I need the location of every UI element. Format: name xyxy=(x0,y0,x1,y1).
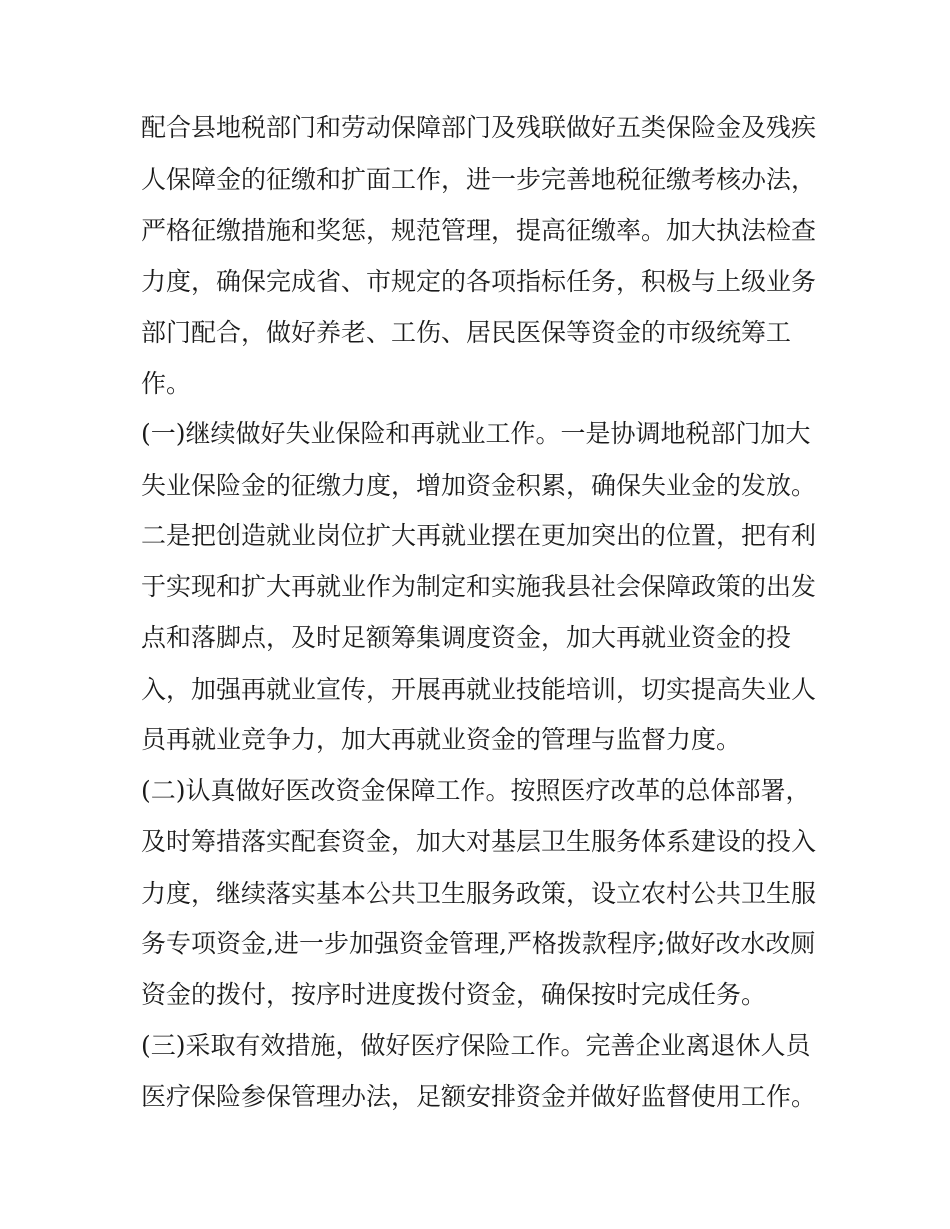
section-heading-line: (一)继续做好失业保险和再就业工作。一是协调地税部门加大 xyxy=(141,419,811,448)
text-line: 于实现和扩大再就业作为制定和实施我县社会保障政策的出发 xyxy=(141,572,817,601)
text-line: 力度，确保完成省、市规定的各项指标任务，积极与上级业务 xyxy=(141,267,817,296)
section-heading-line: (二)认真做好医改资金保障工作。按照医疗改革的总体部署， xyxy=(141,776,811,805)
text-line: 失业保险金的征缴力度，增加资金积累，确保失业金的发放。 xyxy=(141,471,817,500)
text-line: 力度，继续落实基本公共卫生服务政策，设立农村公共卫生服 xyxy=(141,879,817,908)
text-line: 入，加强再就业宣传，开展再就业技能培训，切实提高失业人 xyxy=(141,675,817,704)
text-line: 配合县地税部门和劳动保障部门及残联做好五类保险金及残疾 xyxy=(141,113,817,142)
text-line: 及时筹措落实配套资金，加大对基层卫生服务体系建设的投入 xyxy=(141,827,817,856)
text-line: 二是把创造就业岗位扩大再就业摆在更加突出的位置，把有利 xyxy=(141,521,817,550)
text-line: 作。 xyxy=(141,369,192,398)
text-line: 点和落脚点，及时足额筹集调度资金，加大再就业资金的投 xyxy=(141,623,792,652)
text-line: 资金的拨付，按序时进度拨付资金，确保按时完成任务。 xyxy=(141,980,767,1009)
text-line: 严格征缴措施和奖惩，规范管理，提高征缴率。加大执法检查 xyxy=(141,216,817,245)
section-heading-line: (三)采取有效措施，做好医疗保险工作。完善企业离退休人员 xyxy=(141,1031,811,1060)
text-line: 医疗保险参保管理办法，足额安排资金并做好监督使用工作。 xyxy=(141,1082,817,1111)
text-line: 务专项资金,进一步加强资金管理,严格拨款程序;做好改水改厕 xyxy=(141,929,816,958)
text-line: 员再就业竞争力，加大再就业资金的管理与监督力度。 xyxy=(141,725,742,754)
text-line: 人保障金的征缴和扩面工作，进一步完善地税征缴考核办法， xyxy=(141,165,817,194)
text-line: 部门配合，做好养老、工伤、居民医保等资金的市级统筹工 xyxy=(141,318,792,347)
